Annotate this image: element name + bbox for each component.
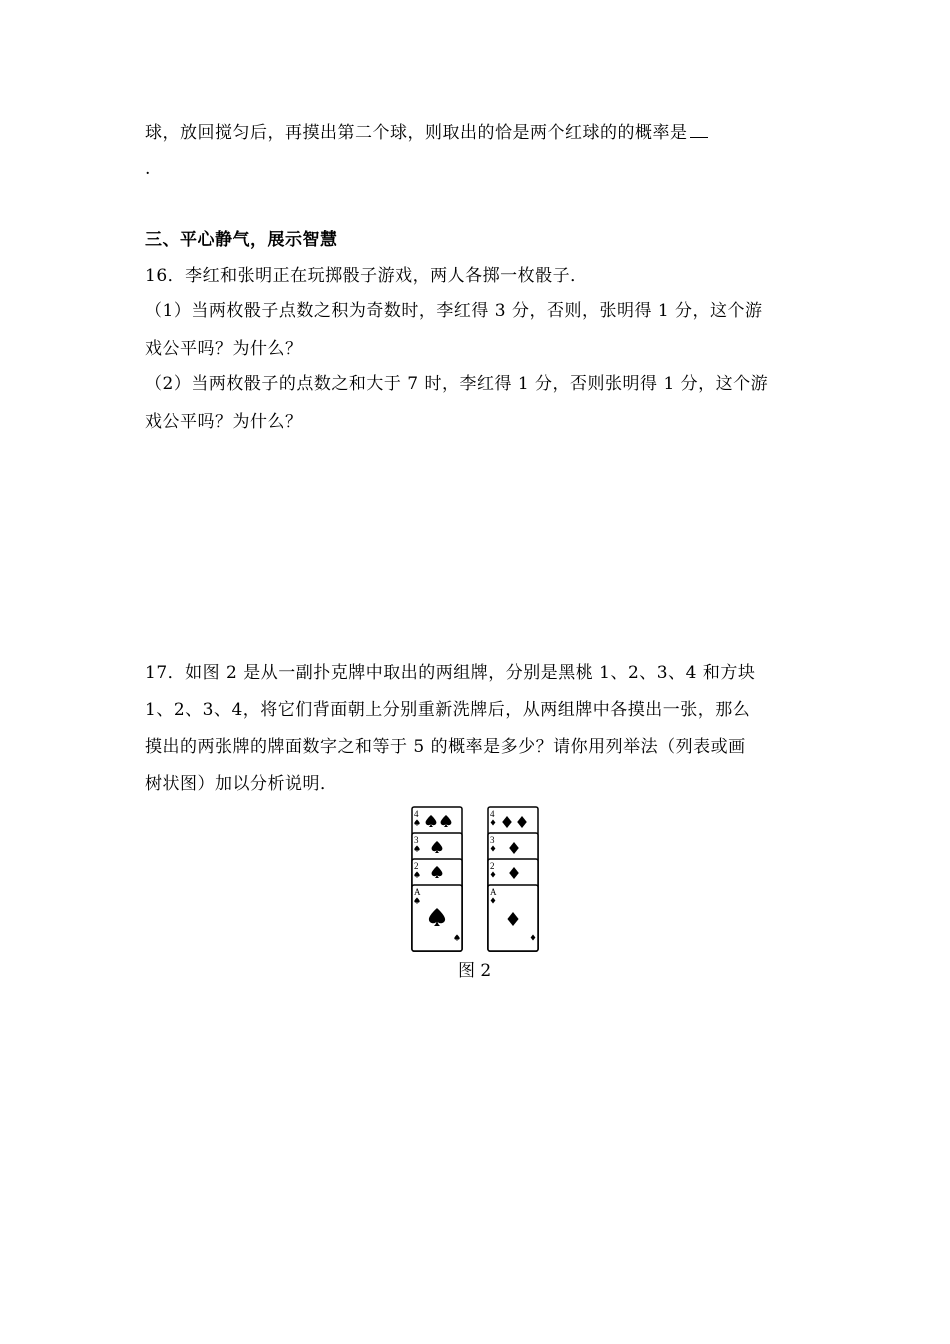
diamond-card-group: [488, 807, 538, 951]
diamond-card-ace-rank: A: [490, 887, 497, 897]
spade-card-ace-rank: A: [414, 887, 421, 897]
figure-caption: 图 2: [458, 961, 492, 981]
q17-line1: 17．如图 2 是从一副扑克牌中取出的两组牌，分别是黑桃 1、2、3、4 和方块: [145, 663, 756, 683]
diamond-card-3-rank: 3: [490, 835, 495, 845]
q16-stem: 16．李红和张明正在玩掷骰子游戏，两人各掷一枚骰子．: [145, 266, 588, 286]
q16-part2-line2: 戏公平吗？为什么？: [145, 412, 303, 432]
diamond-card-2-rank: 2: [490, 861, 495, 871]
q17-line3: 摸出的两张牌的牌面数字之和等于 5 的概率是多少？请你用列举法（列表或画: [145, 737, 746, 757]
cards-illustration: [406, 803, 546, 955]
q15-continuation-text: 球，放回搅匀后，再摸出第二个球，则取出的恰是两个红球的的概率是: [145, 123, 688, 143]
diamond-card-4-rank: 4: [490, 809, 495, 819]
q16-part2-line1: （2）当两枚骰子的点数之和大于 7 时，李红得 1 分，否则张明得 1 分，这个游: [145, 374, 769, 394]
answer-blank[interactable]: [690, 123, 708, 138]
spade-card-3-rank: 3: [414, 835, 419, 845]
q15-continuation-line1: [145, 122, 708, 144]
spade-card-2-rank: 2: [414, 861, 419, 871]
spade-card-4-rank: 4: [414, 809, 419, 819]
q17-line2: 1、2、3、4，将它们背面朝上分别重新洗牌后，从两组牌中各摸出一张，那么: [145, 700, 751, 720]
q17-line4: 树状图）加以分析说明．: [145, 774, 338, 794]
spade-card-group: [412, 807, 462, 951]
q16-part1-line1: （1）当两枚骰子点数之积为奇数时，李红得 3 分，否则，张明得 1 分，这个游: [145, 301, 763, 321]
q15-continuation-line2: .: [145, 159, 151, 179]
section-title: 三、平心静气，展示智慧: [145, 230, 338, 250]
q16-part1-line2: 戏公平吗？为什么？: [145, 339, 303, 359]
figure-2-cards: [406, 803, 546, 955]
